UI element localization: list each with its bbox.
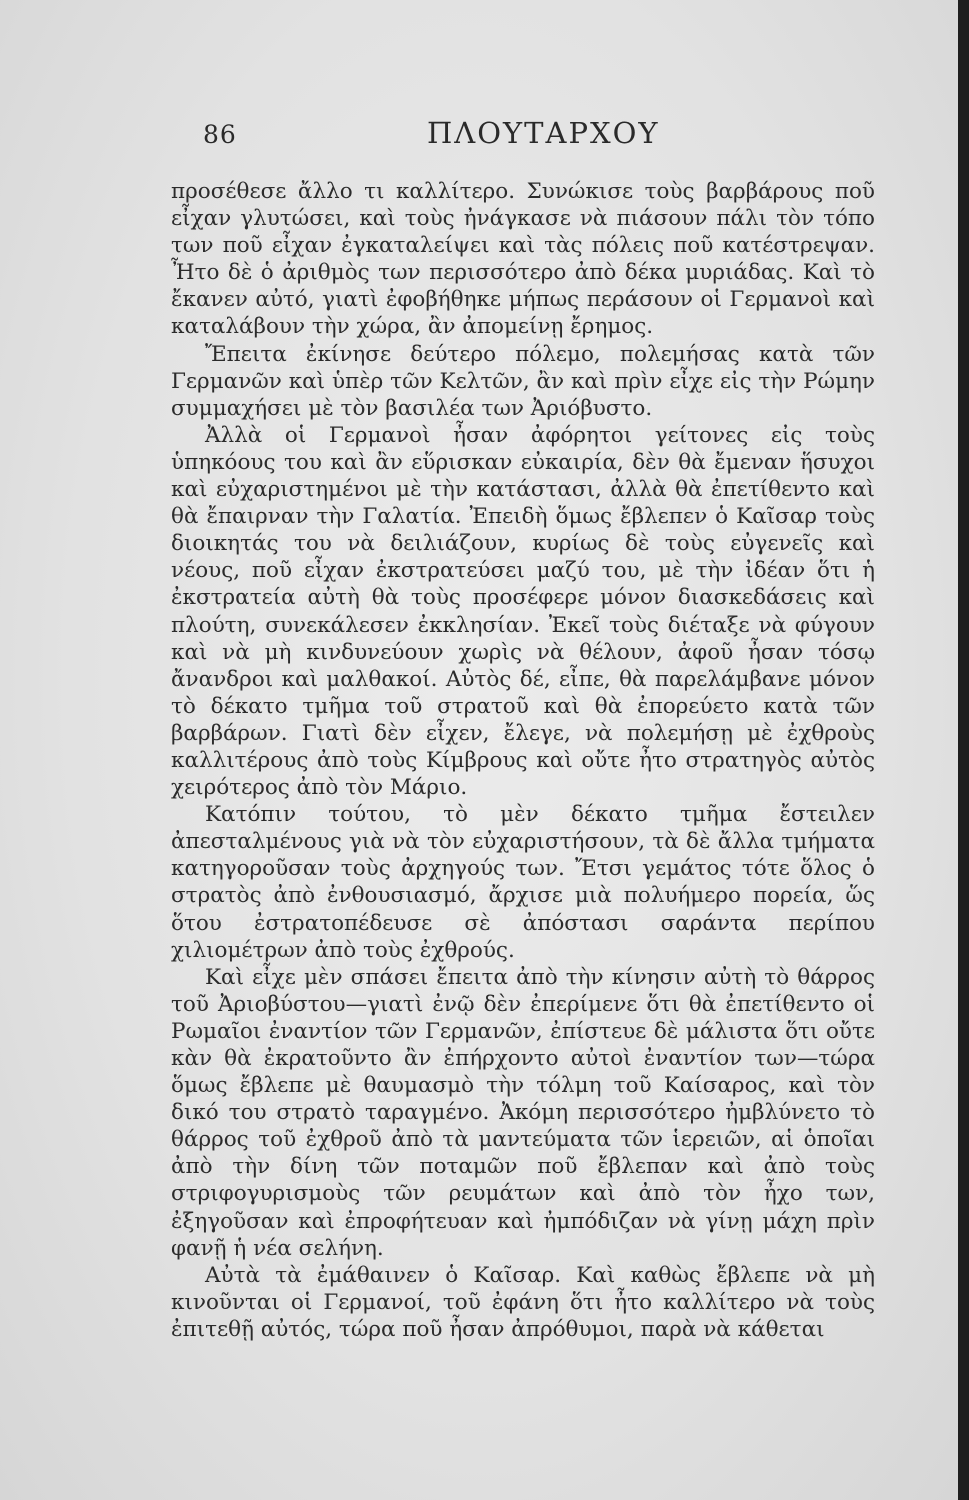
paragraph-6: Αὐτὰ τὰ ἐμάθαινεν ὁ Καῖσαρ. Καὶ καθὼς ἔβλεπε νὰ μὴ κινοῦνται οἱ Γερμανοί, τοῦ ἐφάνη ὅτι ἦτο καλλίτερο νὰ τοὺς ἐπιτεθῇ αὐτός, τώρα ποῦ ἦσαν ἀπρόθυμοι, παρὰ νὰ κάθεται xyxy=(171,1262,875,1342)
page-edge-shadow xyxy=(958,0,969,1500)
paragraph-4: Κατόπιν τούτου, τὸ μὲν δέκατο τμῆμα ἔστειλεν ἀπεσταλμένους γιὰ νὰ τὸν εὐχαριστήσουν, τὰ δὲ ἄλλα τμήματα κατηγοροῦσαν τοὺς ἀρχηγούς των. Ἔτσι γεμάτος τότε ὅλος ὁ στρατὸς ἀπὸ ἐνθουσιασμό, ἄρχισε μιὰ πολυήμερο πορεία, ὥς ὅτου ἐστρατοπέδευσε σὲ ἀπόστασι σαράντα περίπου χιλιομέτρων ἀπὸ τοὺς ἐχθρούς. xyxy=(171,802,875,963)
body-text xyxy=(171,178,875,1343)
paragraph-3: Ἀλλὰ οἱ Γερμανοὶ ἦσαν ἀφόρητοι γείτονες εἰς τοὺς ὑπηκόους του καὶ ἂν εὕρισκαν εὐκαιρία, δὲν θὰ ἔμεναν ἥσυχοι καὶ εὐχαριστημένοι μὲ τὴν κατάστασι, ἀλλὰ θὰ ἐπετίθεντο καὶ θὰ ἔπαιρναν τὴν Γαλατία. Ἐπειδὴ ὅμως ἔβλεπεν ὁ Καῖσαρ τοὺς διοικητάς του νὰ δειλιάζουν, κυρίως δὲ τοὺς εὐγενεῖς καὶ νέους, ποῦ εἶχαν ἐκστρατεύσει μαζύ του, μὲ τὴν ἰδέαν ὅτι ἡ ἐκστρατεία αὐτὴ θὰ τοὺς προσέφερε μόνον διασκεδάσεις καὶ πλούτη, συνεκάλεσεν ἐκκλησίαν. Ἐκεῖ τοὺς διέταξε νὰ φύγουν καὶ νὰ μὴ κινδυνεύουν χωρὶς νὰ θέλουν, ἀφοῦ ἦσαν τόσῳ ἄνανδροι καὶ μαλθακοί. Αὐτὸς δέ, εἶπε, θὰ παρελάμβανε μόνον τὸ δέκατο τμῆμα τοῦ στρατοῦ καὶ θὰ ἐπορεύετο κατὰ τῶν βαρβάρων. Γιατὶ δὲν εἶχεν, ἔλεγε, νὰ πολεμήσῃ μὲ ἐχθροὺς καλλιτέρους ἀπὸ τοὺς Κίμβρους καὶ οὔτε ἦτο στρατηγὸς αὐτὸς χειρότερος ἀπὸ τὸν Μάριο. xyxy=(171,422,875,801)
running-head: ΠΛΟΥΤΑΡΧΟΥ xyxy=(427,116,660,150)
paragraph-5: Καὶ εἶχε μὲν σπάσει ἔπειτα ἀπὸ τὴν κίνησιν αὐτὴ τὸ θάρρος τοῦ Ἀριοβύστου—γιατὶ ἐνῷ δὲν ἐπερίμενε ὅτι θὰ ἐπετίθεντο οἱ Ρωμαῖοι ἐναντίον τῶν Γερμανῶν, ἐπίστευε δὲ μάλιστα ὅτι οὔτε κὰν θὰ ἐκρατοῦντο ἂν ἐπήρχοντο αὐτοὶ ἐναντίον των—τώρα ὅμως ἔβλεπε μὲ θαυμασμὸ τὴν τόλμη τοῦ Καίσαρος, καὶ τὸν δικό του στρατὸ ταραγμένο. Ἀκόμη περισσότερο ἠμβλύνετο τὸ θάρρος τοῦ ἐχθροῦ ἀπὸ τὰ μαντεύματα τῶν ἱερειῶν, αἱ ὁποῖαι ἀπὸ τὴν δίνη τῶν ποταμῶν ποῦ ἔβλεπαν καὶ ἀπὸ τοὺς στριφογυρισμοὺς τῶν ρευμάτων καὶ ἀπὸ τὸν ἦχο των, ἐξηγοῦσαν καὶ ἐπροφήτευαν καὶ ἠμπόδιζαν νὰ γίνῃ μάχη πρὶν φανῇ ἡ νέα σελήνη. xyxy=(171,964,875,1261)
paragraph-1: προσέθεσε ἄλλο τι καλλίτερο. Συνώκισε τοὺς βαρβάρους ποῦ εἶχαν γλυτώσει, καὶ τοὺς ἠνάγκασε νὰ πιάσουν πάλι τὸν τόπο των ποῦ εἶχαν ἐγκαταλείψει καὶ τὰς πόλεις ποῦ κατέστρεψαν. Ἦτο δὲ ὁ ἀριθμὸς των περισσότερο ἀπὸ δέκα μυριάδας. Καὶ τὸ ἔκανεν αὐτό, γιατὶ ἐφοβήθηκε μήπως περάσουν οἱ Γερμανοὶ καὶ καταλάβουν τὴν χώρα, ἂν ἀπομείνῃ ἔρημος. xyxy=(171,179,875,340)
paragraph-2: Ἔπειτα ἐκίνησε δεύτερο πόλεμο, πολεμήσας κατὰ τῶν Γερμανῶν καὶ ὑπὲρ τῶν Κελτῶν, ἂν καὶ πρὶν εἶχε εἰς τὴν Ρώμην συμμαχήσει μὲ τὸν βασιλέα των Ἀριόβυστο. xyxy=(171,341,875,421)
page-header xyxy=(203,116,683,156)
page-number: 86 xyxy=(203,120,237,149)
